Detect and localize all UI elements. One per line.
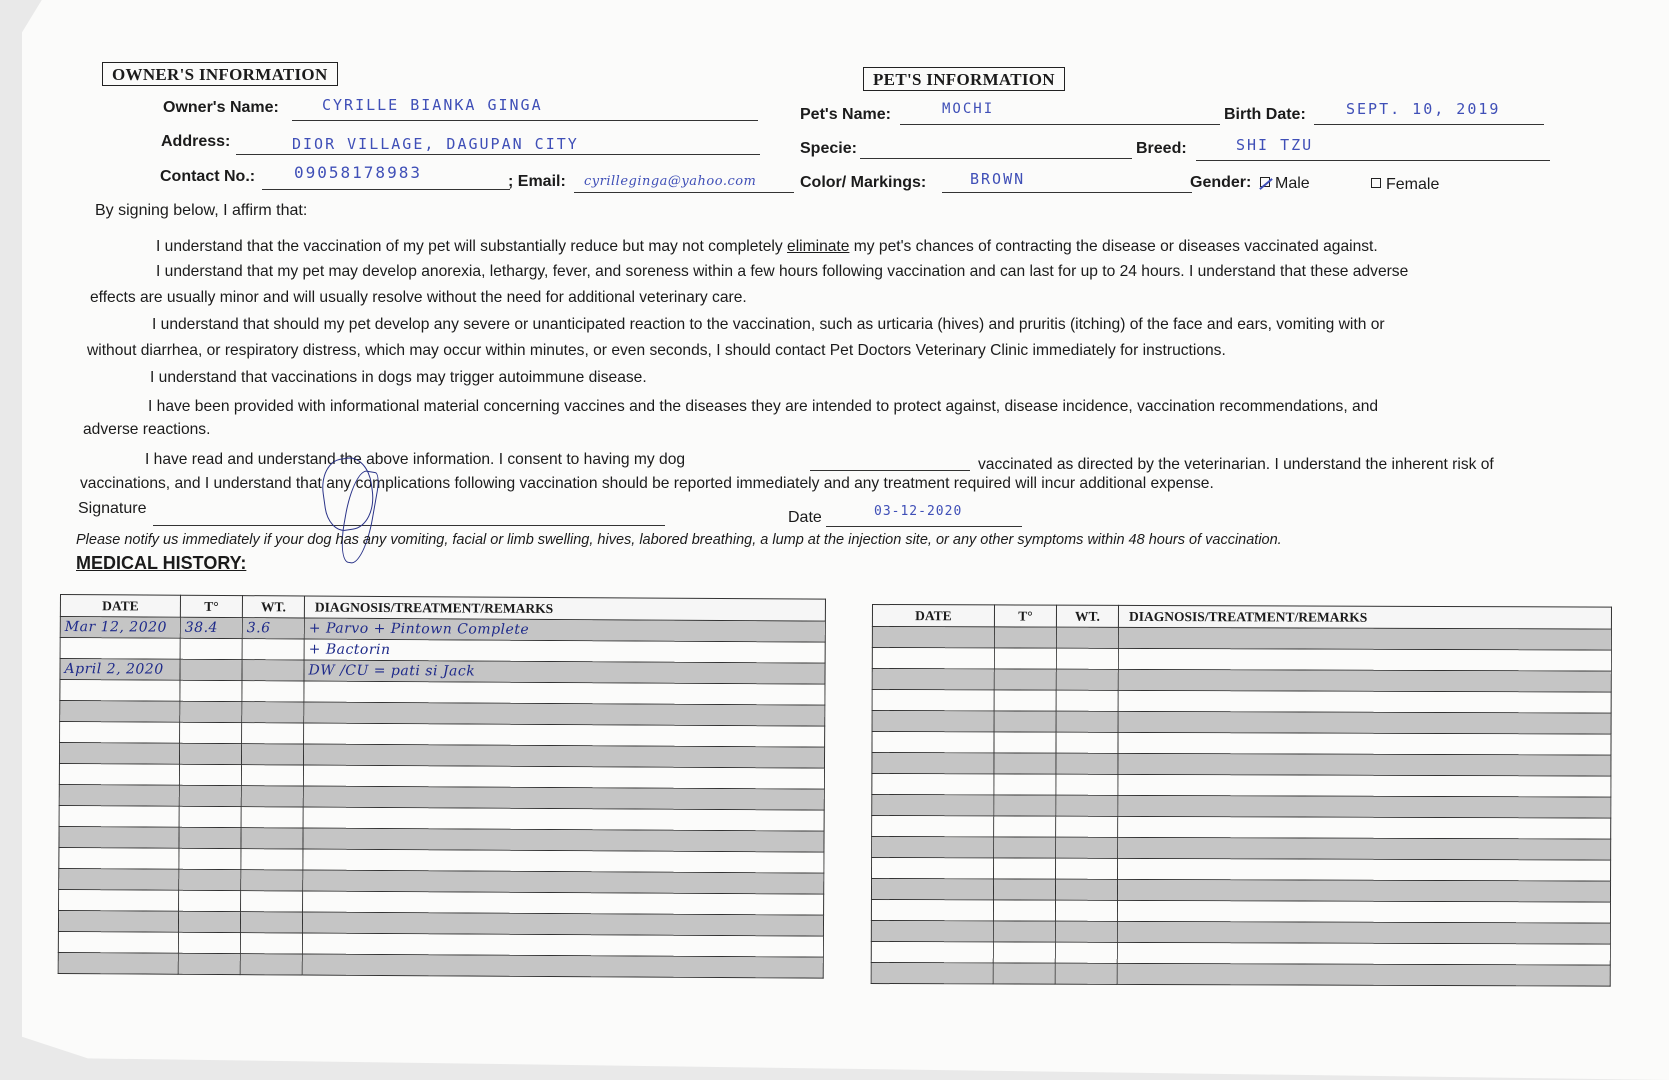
dog-name-blank[interactable] bbox=[810, 470, 970, 471]
cell-wt[interactable] bbox=[241, 849, 303, 870]
cell-temp[interactable] bbox=[993, 942, 1055, 963]
table-row bbox=[871, 920, 1610, 944]
consent-p2b: effects are usually minor and will usually resolve without the need for additional veterinary care. bbox=[90, 289, 747, 306]
cell-temp[interactable] bbox=[179, 869, 241, 890]
cell-temp[interactable] bbox=[993, 900, 1055, 921]
header-temp: T° bbox=[180, 595, 242, 617]
cell-wt[interactable] bbox=[1056, 837, 1118, 858]
table-row bbox=[871, 962, 1610, 986]
pet-section-title: PET'S INFORMATION bbox=[863, 67, 1065, 91]
cell-date[interactable] bbox=[871, 941, 993, 962]
cell-wt[interactable] bbox=[241, 891, 303, 912]
table-row bbox=[872, 816, 1611, 840]
table-row bbox=[872, 627, 1611, 651]
cell-temp[interactable] bbox=[994, 795, 1056, 816]
cell-remarks[interactable] bbox=[1118, 753, 1611, 776]
cell-wt[interactable] bbox=[1055, 879, 1117, 900]
table-row bbox=[872, 753, 1611, 777]
table-row bbox=[871, 941, 1610, 965]
date-line bbox=[826, 526, 1022, 527]
cell-wt[interactable] bbox=[1056, 753, 1118, 774]
cell-remarks[interactable] bbox=[1117, 921, 1610, 944]
cell-remarks[interactable] bbox=[1118, 795, 1611, 818]
cell-temp[interactable] bbox=[993, 879, 1055, 900]
cell-date[interactable] bbox=[59, 805, 179, 827]
cell-temp[interactable] bbox=[994, 774, 1056, 795]
signature-label: Signature bbox=[78, 500, 147, 517]
cell-temp[interactable] bbox=[180, 617, 242, 638]
header-wt: WT. bbox=[242, 596, 304, 618]
table-row bbox=[872, 648, 1611, 672]
specie-label: Specie: bbox=[800, 140, 857, 157]
gender-female-label: Female bbox=[1386, 176, 1440, 193]
cell-date[interactable] bbox=[59, 743, 179, 765]
color-markings-value[interactable]: BROWN bbox=[970, 170, 1026, 188]
cell-date[interactable] bbox=[871, 879, 993, 900]
cell-date[interactable] bbox=[58, 910, 178, 932]
cell-date[interactable] bbox=[872, 837, 994, 858]
cell-date[interactable] bbox=[60, 659, 180, 681]
color-markings-label: Color/ Markings: bbox=[800, 174, 927, 191]
cell-date[interactable] bbox=[60, 680, 180, 702]
table-row bbox=[871, 879, 1610, 903]
consent-p1 bbox=[156, 236, 1378, 257]
cell-date[interactable] bbox=[871, 962, 993, 983]
cell-temp[interactable] bbox=[179, 764, 241, 785]
cell-date[interactable] bbox=[872, 795, 994, 816]
consent-intro: By signing below, I affirm that: bbox=[95, 202, 308, 219]
cell-date[interactable] bbox=[872, 690, 994, 711]
cell-date-text: Mar 12, 2020 bbox=[64, 619, 168, 636]
cell-temp[interactable] bbox=[179, 890, 241, 911]
cell-temp[interactable] bbox=[994, 711, 1056, 732]
cell-wt[interactable] bbox=[241, 870, 303, 891]
cell-temp[interactable] bbox=[180, 722, 242, 743]
breed-value[interactable]: SHI TZU bbox=[1236, 136, 1314, 154]
gender-female-option[interactable] bbox=[1371, 176, 1439, 194]
pet-name-value[interactable]: MOCHI bbox=[942, 101, 995, 117]
table-row bbox=[872, 795, 1611, 819]
header-temp: T° bbox=[994, 605, 1056, 627]
consent-p1-text: I understand that the vaccination of my pet will substantially reduce but may not completely bbox=[156, 238, 783, 255]
cell-remarks[interactable] bbox=[1118, 648, 1611, 671]
cell-date[interactable] bbox=[872, 858, 994, 879]
pet-name-line bbox=[900, 124, 1220, 125]
cell-date[interactable] bbox=[59, 784, 179, 806]
table-row bbox=[872, 858, 1611, 882]
cell-remarks-text: DW /CU = pati si Jack bbox=[308, 662, 476, 680]
email-value[interactable]: cyrilleginga@yahoo.com bbox=[584, 174, 757, 189]
cell-wt[interactable] bbox=[240, 933, 302, 954]
notice-text: Please notify us immediately if your dog has any vomiting, facial or limb swelling, hives, labored breathing, a lump at the injection site, or any other symptoms within 48 hours of vaccination. bbox=[76, 532, 1282, 548]
cell-remarks-text: + Bactorin bbox=[308, 641, 391, 659]
cell-wt[interactable] bbox=[242, 681, 304, 702]
cell-wt[interactable] bbox=[240, 912, 302, 933]
table-row bbox=[58, 952, 823, 978]
cell-temp[interactable] bbox=[994, 858, 1056, 879]
cell-date[interactable] bbox=[872, 627, 994, 648]
consent-p5a: I have been provided with informational material concerning vaccines and the diseases they are intended to protect against, disease incidence, vaccination recommendations, and bbox=[148, 398, 1379, 415]
cell-date[interactable] bbox=[872, 816, 994, 837]
cell-wt-text: 3.6 bbox=[246, 620, 271, 637]
cell-wt[interactable] bbox=[242, 639, 304, 660]
cell-date[interactable] bbox=[872, 669, 994, 690]
consent-p1-underlined: eliminate bbox=[787, 238, 850, 255]
cell-temp[interactable] bbox=[180, 659, 242, 680]
consent-p1-end: my pet's chances of contracting the disease or diseases vaccinated against. bbox=[853, 238, 1378, 255]
cell-remarks[interactable] bbox=[302, 954, 823, 978]
cell-temp[interactable] bbox=[179, 806, 241, 827]
cell-temp[interactable] bbox=[178, 932, 240, 953]
table-row bbox=[872, 732, 1611, 756]
signature-line[interactable] bbox=[153, 525, 665, 526]
cell-date[interactable] bbox=[59, 763, 179, 785]
cell-remarks[interactable] bbox=[1118, 816, 1611, 839]
contact-label: Contact No.: bbox=[160, 168, 256, 185]
table-row bbox=[872, 837, 1611, 861]
cell-remarks[interactable] bbox=[1117, 900, 1610, 923]
owner-name-value[interactable]: CYRILLE BIANKA GINGA bbox=[322, 96, 543, 114]
cell-wt[interactable] bbox=[1055, 963, 1117, 984]
cell-temp[interactable] bbox=[180, 638, 242, 659]
cell-date[interactable] bbox=[872, 732, 994, 753]
cell-remarks[interactable] bbox=[1118, 858, 1611, 881]
cell-temp[interactable] bbox=[179, 743, 241, 764]
cell-temp[interactable] bbox=[994, 753, 1056, 774]
cell-wt[interactable] bbox=[1056, 711, 1118, 732]
cell-remarks[interactable] bbox=[1118, 627, 1611, 650]
cell-remarks[interactable] bbox=[1118, 774, 1611, 797]
cell-temp[interactable] bbox=[994, 669, 1056, 690]
owner-name-line bbox=[292, 120, 758, 121]
cell-wt[interactable] bbox=[241, 828, 303, 849]
cell-wt[interactable] bbox=[1055, 900, 1117, 921]
consent-p2a: I understand that my pet may develop anorexia, lethargy, fever, and soreness within a few hours following vaccination and can last for up to 24 hours. I understand that these adverse bbox=[156, 263, 1409, 280]
cell-wt[interactable] bbox=[1056, 648, 1118, 669]
cell-remarks[interactable] bbox=[1117, 963, 1610, 986]
cell-temp[interactable] bbox=[993, 963, 1055, 984]
birth-date-value[interactable]: SEPT. 10, 2019 bbox=[1346, 100, 1501, 118]
cell-remarks[interactable] bbox=[1118, 711, 1611, 734]
cell-date[interactable] bbox=[871, 899, 993, 920]
cell-date[interactable] bbox=[59, 847, 179, 869]
cell-wt[interactable] bbox=[242, 660, 304, 681]
cell-temp[interactable] bbox=[180, 680, 242, 701]
breed-label: Breed: bbox=[1136, 140, 1187, 157]
consent-p6b: vaccinations, and I understand that any complications following vaccination should be reported immediately and any treatment required will incur additional expense. bbox=[80, 475, 1214, 492]
cell-temp[interactable] bbox=[178, 953, 240, 974]
cell-date[interactable] bbox=[60, 617, 180, 639]
medical-history-table-right bbox=[871, 604, 1612, 987]
address-value[interactable]: DIOR VILLAGE, DAGUPAN CITY bbox=[292, 135, 579, 153]
medical-history-title: MEDICAL HISTORY: bbox=[76, 553, 247, 573]
cell-date[interactable] bbox=[872, 753, 994, 774]
cell-date[interactable] bbox=[871, 920, 993, 941]
cell-wt[interactable] bbox=[1056, 774, 1118, 795]
cell-temp[interactable] bbox=[994, 837, 1056, 858]
specie-line bbox=[860, 158, 1132, 159]
consent-p5b: adverse reactions. bbox=[83, 421, 211, 438]
cell-remarks[interactable] bbox=[1118, 732, 1611, 755]
cell-temp[interactable] bbox=[179, 827, 241, 848]
header-date: DATE bbox=[60, 595, 180, 618]
consent-p3b: without diarrhea, or respiratory distress, which may occur within minutes, or even seconds, I should contact Pet Doctors Veterinary Clinic immediately for instructions. bbox=[87, 342, 1226, 359]
cell-temp-text: 38.4 bbox=[184, 619, 219, 636]
color-markings-line bbox=[942, 192, 1192, 193]
owner-name-label: Owner's Name: bbox=[163, 99, 279, 116]
gender-label: Gender: bbox=[1190, 174, 1252, 191]
cell-date-text: April 2, 2020 bbox=[64, 661, 164, 678]
cell-date[interactable] bbox=[58, 931, 178, 953]
cell-date[interactable] bbox=[59, 868, 179, 890]
cell-date[interactable] bbox=[60, 722, 180, 744]
cell-date[interactable] bbox=[872, 648, 994, 669]
cell-wt[interactable] bbox=[242, 723, 304, 744]
cell-remarks[interactable] bbox=[1117, 942, 1610, 965]
cell-wt[interactable] bbox=[242, 618, 304, 639]
cell-date[interactable] bbox=[58, 952, 178, 974]
email-label: ; Email: bbox=[508, 173, 566, 190]
consent-p3a: I understand that should my pet develop any severe or unanticipated reaction to the vaccination, such as urticaria (hives) and pruritis (itching) of the face and ears, vomiting with or bbox=[152, 316, 1385, 333]
cell-temp[interactable] bbox=[994, 690, 1056, 711]
cell-wt[interactable] bbox=[1056, 795, 1118, 816]
cell-wt[interactable] bbox=[1055, 942, 1117, 963]
cell-temp[interactable] bbox=[179, 785, 241, 806]
cell-wt[interactable] bbox=[1056, 690, 1118, 711]
cell-temp[interactable] bbox=[994, 627, 1056, 648]
medical-history-table-left bbox=[58, 594, 826, 979]
consent-p4: I understand that vaccinations in dogs may trigger autoimmune disease. bbox=[150, 369, 647, 386]
cell-wt[interactable] bbox=[1056, 858, 1118, 879]
date-value[interactable]: 03-12-2020 bbox=[874, 504, 963, 519]
header-remarks: DIAGNOSIS/TREATMENT/REMARKS bbox=[304, 596, 825, 621]
cell-remarks-text: + Parvo + Pintown Complete bbox=[308, 620, 530, 638]
address-line bbox=[236, 154, 760, 155]
cell-remarks[interactable] bbox=[1118, 690, 1611, 713]
pet-name-label: Pet's Name: bbox=[800, 106, 891, 123]
cell-temp[interactable] bbox=[179, 848, 241, 869]
cell-wt[interactable] bbox=[1055, 921, 1117, 942]
owner-section-title: OWNER'S INFORMATION bbox=[102, 62, 338, 86]
email-line bbox=[574, 192, 794, 193]
cell-temp[interactable] bbox=[994, 816, 1056, 837]
cell-wt[interactable] bbox=[241, 744, 303, 765]
cell-date[interactable] bbox=[872, 774, 994, 795]
cell-date[interactable] bbox=[872, 711, 994, 732]
cell-temp[interactable] bbox=[994, 732, 1056, 753]
address-label: Address: bbox=[161, 133, 231, 150]
cell-wt[interactable] bbox=[242, 702, 304, 723]
cell-remarks[interactable] bbox=[1117, 879, 1610, 902]
contact-value[interactable]: 09058178983 bbox=[294, 163, 422, 182]
cell-temp[interactable] bbox=[180, 701, 242, 722]
table-row bbox=[872, 669, 1611, 693]
table-header-row bbox=[872, 605, 1611, 630]
date-label: Date bbox=[788, 509, 822, 526]
birth-date-label: Birth Date: bbox=[1224, 106, 1306, 123]
table-row bbox=[871, 899, 1610, 923]
cell-wt[interactable] bbox=[1056, 669, 1118, 690]
cell-wt[interactable] bbox=[1056, 732, 1118, 753]
cell-wt[interactable] bbox=[241, 807, 303, 828]
header-remarks: DIAGNOSIS/TREATMENT/REMARKS bbox=[1118, 605, 1611, 629]
consent-p6a-end: vaccinated as directed by the veterinarian. I understand the inherent risk of bbox=[978, 456, 1494, 473]
cell-date[interactable] bbox=[59, 826, 179, 848]
table-row bbox=[872, 711, 1611, 735]
cell-remarks[interactable] bbox=[1118, 837, 1611, 860]
cell-date[interactable] bbox=[59, 889, 179, 911]
cell-temp[interactable] bbox=[178, 911, 240, 932]
cell-remarks[interactable] bbox=[1118, 669, 1611, 692]
breed-line bbox=[1196, 160, 1550, 161]
cell-date[interactable] bbox=[60, 638, 180, 660]
cell-wt[interactable] bbox=[1056, 627, 1118, 648]
cell-date[interactable] bbox=[60, 701, 180, 723]
header-date: DATE bbox=[872, 605, 994, 627]
header-wt: WT. bbox=[1056, 605, 1118, 627]
cell-wt[interactable] bbox=[241, 765, 303, 786]
cell-wt[interactable] bbox=[241, 786, 303, 807]
cell-temp[interactable] bbox=[993, 921, 1055, 942]
female-checkbox[interactable] bbox=[1371, 178, 1381, 188]
consent-p6a-start: I have read and understand the above information. I consent to having my dog bbox=[145, 451, 686, 468]
table-row bbox=[872, 774, 1611, 798]
contact-line bbox=[262, 189, 510, 190]
cell-wt[interactable] bbox=[240, 954, 302, 975]
table-row bbox=[872, 690, 1611, 714]
cell-temp[interactable] bbox=[994, 648, 1056, 669]
gender-male-label: Male bbox=[1275, 175, 1310, 192]
cell-wt[interactable] bbox=[1056, 816, 1118, 837]
birth-date-line bbox=[1314, 124, 1544, 125]
